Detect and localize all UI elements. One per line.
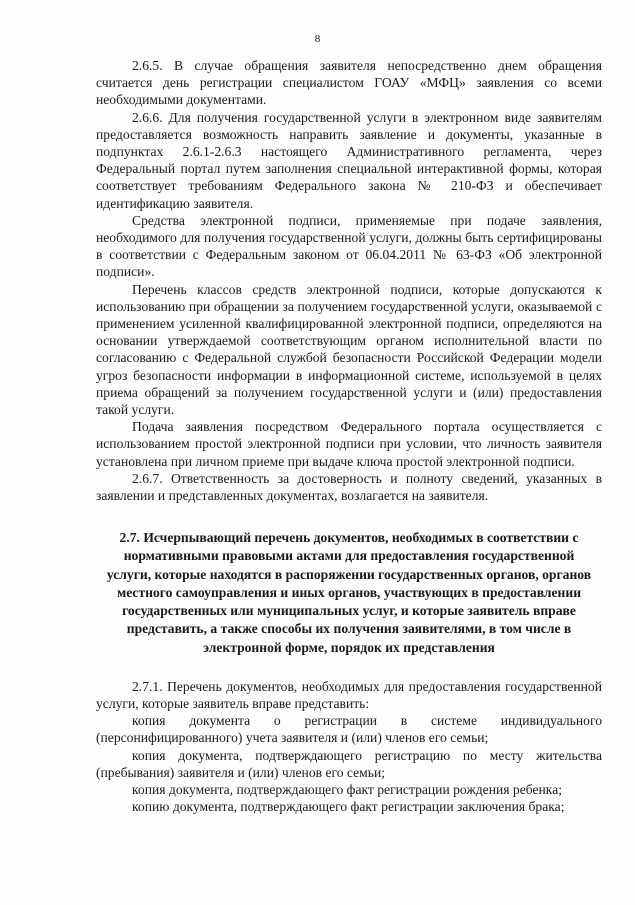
document-body (96, 57, 602, 815)
list-item-personified-registration: копия документа о регистрации в системе индивидуального (персонифицированного) учета заявителя и (или) членов его семьи; (96, 713, 602, 746)
heading-spacer (96, 657, 602, 678)
paragraph-federal-portal-submission: Подача заявления посредством Федерального портала осуществляется с использованием простой электронной подписи при условии, что личность заявителя установлена при личном приеме при выдаче ключа простой электронной подписи. (96, 419, 602, 469)
paragraph-electronic-signature-means: Средства электронной подписи, применяемые при подаче заявления, необходимого для получения государственной услуги, должны быть сертифицированы в соответствии с Федеральным законом от 06.04.2011 № 63-ФЗ «Об электронной подписи». (96, 212, 602, 280)
list-item-residence-registration: копия документа, подтверждающего регистрацию по месту жительства (пребывания) заявителя и (или) членов его семьи; (96, 747, 602, 780)
paragraph-2-6-6: 2.6.6. Для получения государственной услуги в электронном виде заявителям предоставляется возможность направить заявление и документы, указанные в подпунктах 2.6.1-2.6.3 настоящего Административного регламента, через Федеральный портал путем заполнения специальной интерактивной формы, которая соответствует требованиям Федерального закона № 210-ФЗ и обеспечивает идентификацию заявителя. (96, 109, 602, 211)
paragraph-signature-classes: Перечень классов средств электронной подписи, которые допускаются к использованию при обращении за получением государственной услуги, оказываемой с применением усиленной квалифицированной электронной подписи, определяются на основании утверждаемой соответствующим органом исполнительной власти по согласованию с Федеральной службой безопасности Российской Федерации модели угроз безопасности информации в информационной системе, используемой в целях приема обращений за получением государственной услуги и (или) предоставления такой услуги. (96, 281, 602, 418)
paragraph-2-6-5: 2.6.5. В случае обращения заявителя непосредственно днем обращения считается день регистрации специалистом ГОАУ «МФЦ» заявления со всеми необходимыми документами. (96, 58, 602, 108)
list-item-marriage-registration: копию документа, подтверждающего факт регистрации заключения брака; (132, 799, 565, 815)
page-number: 8 (314, 33, 321, 45)
list-item-birth-registration: копия документа, подтверждающего факт регистрации рождения ребенка; (132, 781, 563, 797)
section-heading-2-7: 2.7. Исчерпывающий перечень документов, необходимых в соответствии с нормативными правовыми актами для предоставления государственной услуги, которые находятся в распоряжении государственных органов, органов местного самоуправления и иных органов, участвующих в предоставлении государственных или муниципальных услуг, и которые заявитель вправе представить, а также способы их получения заявителями, в том числе в электронной форме, порядок их представления (106, 530, 592, 655)
paragraph-2-6-7: 2.6.7. Ответственность за достоверность и полноту сведений, указанных в заявлении и представленных документах, возлагается на заявителя. (96, 470, 602, 504)
paragraph-2-7-1: 2.7.1. Перечень документов, необходимых для предоставления государственной услуги, которые заявитель вправе представить: (96, 678, 602, 711)
